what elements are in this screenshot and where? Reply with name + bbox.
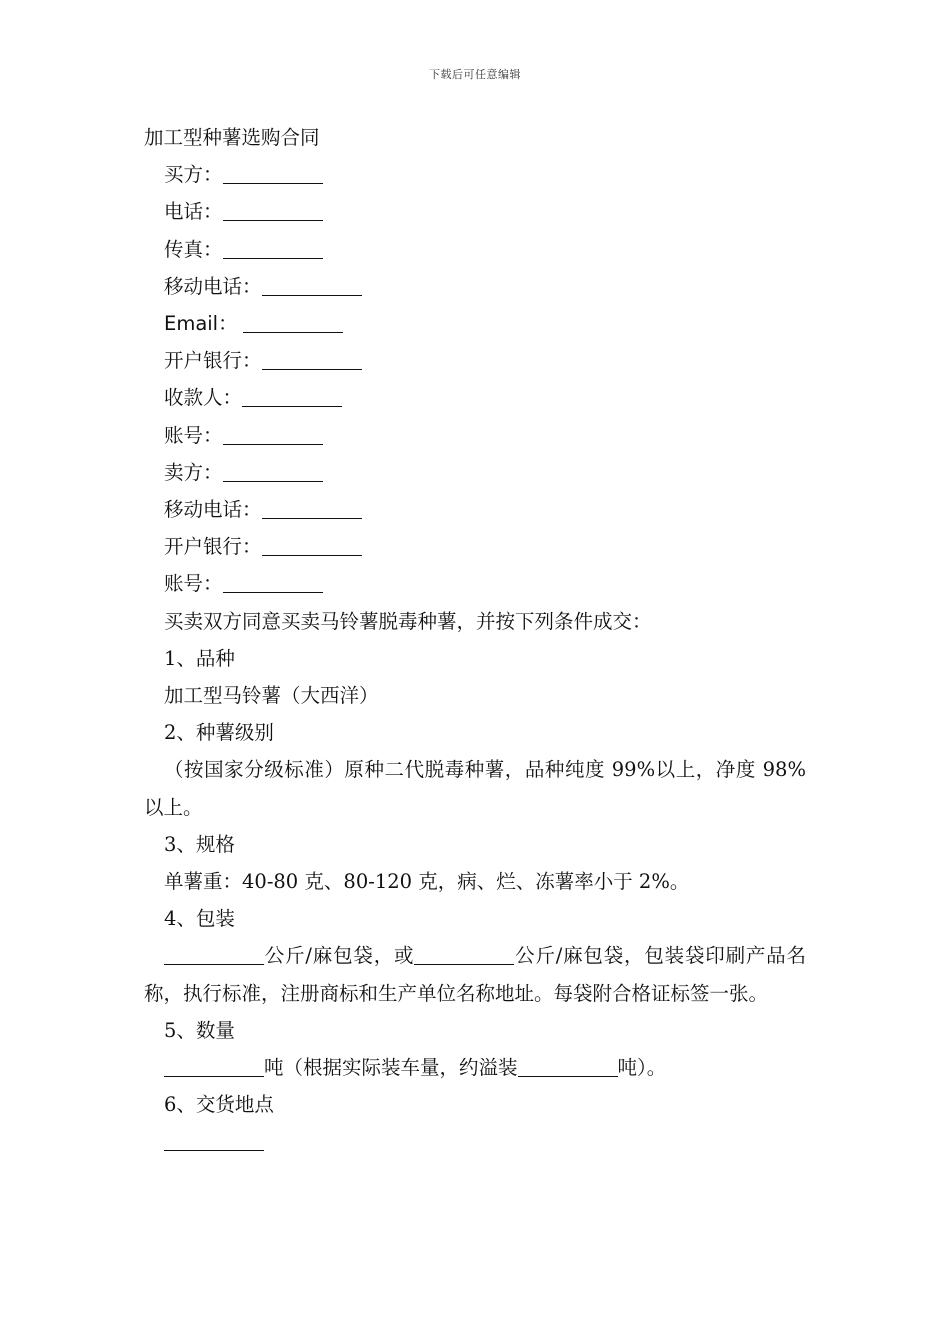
seller-bank-field bbox=[144, 528, 806, 565]
buyer-mobile-label: 移动电话： bbox=[164, 274, 262, 298]
buyer-email-field bbox=[144, 305, 806, 342]
seller-bank-label: 开户银行： bbox=[164, 535, 262, 559]
buyer-fax-blank bbox=[223, 257, 323, 259]
seller-mobile-blank bbox=[262, 517, 362, 519]
section-4-text-2: 公斤/麻包袋，包装袋印刷产品名称，执行标准，注册商标和生产单位名称地址。每袋附合格证标签一张。 bbox=[144, 944, 806, 1005]
seller-mobile-field bbox=[144, 491, 806, 528]
buyer-mobile-blank bbox=[262, 294, 362, 296]
buyer-fax-label: 传真： bbox=[164, 237, 223, 261]
buyer-phone-field bbox=[144, 193, 806, 230]
section-6-body bbox=[144, 1123, 806, 1160]
section-5-text-1: 吨（根据实际装车量，约溢装 bbox=[264, 1056, 518, 1080]
section-5-heading: 5、数量 bbox=[164, 1018, 235, 1042]
seller-blank bbox=[223, 480, 323, 482]
contract-document bbox=[144, 119, 806, 1161]
section-1-heading: 1、品种 bbox=[164, 646, 235, 670]
seller-account-label: 账号： bbox=[164, 572, 223, 596]
seller-account-blank bbox=[223, 591, 323, 593]
buyer-bank-blank bbox=[262, 368, 362, 370]
buyer-payee-label: 收款人： bbox=[164, 386, 243, 410]
buyer-mobile-field bbox=[144, 268, 806, 305]
buyer-email-blank bbox=[243, 331, 343, 333]
section-4-heading: 4、包装 bbox=[164, 907, 235, 931]
packaging-weight-blank-1 bbox=[164, 963, 264, 965]
section-4-body bbox=[144, 937, 806, 1011]
download-note: 下载后可任意编辑 bbox=[429, 68, 521, 81]
section-3-body: 单薯重：40-80 克、80-120 克，病、烂、冻薯率小于 2%。 bbox=[164, 870, 690, 894]
buyer-phone-blank bbox=[223, 219, 323, 221]
seller-account-field bbox=[144, 565, 806, 602]
buyer-account-blank bbox=[223, 443, 323, 445]
section-2-heading: 2、种薯级别 bbox=[164, 721, 274, 745]
buyer-bank-label: 开户银行： bbox=[164, 349, 262, 373]
buyer-account-label: 账号： bbox=[164, 423, 223, 447]
buyer-bank-field bbox=[144, 342, 806, 379]
section-1-body: 加工型马铃薯（大西洋） bbox=[164, 684, 379, 708]
seller-mobile-label: 移动电话： bbox=[164, 498, 262, 522]
buyer-payee-blank bbox=[242, 405, 342, 407]
buyer-field bbox=[144, 156, 806, 193]
contract-title: 加工型种薯选购合同 bbox=[144, 126, 320, 149]
quantity-blank bbox=[164, 1075, 264, 1077]
buyer-payee-field bbox=[144, 379, 806, 416]
agreement-statement: 买卖双方同意买卖马铃薯脱毒种薯，并按下列条件成交： bbox=[164, 609, 652, 633]
buyer-blank bbox=[223, 182, 323, 184]
overfill-blank bbox=[518, 1075, 618, 1077]
section-3-heading: 3、规格 bbox=[164, 832, 235, 856]
delivery-location-blank bbox=[164, 1149, 264, 1151]
seller-field bbox=[144, 454, 806, 491]
buyer-label: 买方： bbox=[164, 163, 223, 187]
section-5-body bbox=[144, 1049, 806, 1086]
buyer-email-label: Email： bbox=[164, 312, 238, 336]
packaging-weight-blank-2 bbox=[414, 963, 514, 965]
seller-bank-blank bbox=[262, 554, 362, 556]
section-2-body: （按国家分级标准）原种二代脱毒种薯，品种纯度 99%以上，净度 98%以上。 bbox=[144, 758, 806, 819]
section-4-text-1: 公斤/麻包袋，或 bbox=[264, 944, 415, 968]
buyer-phone-label: 电话： bbox=[164, 200, 223, 224]
seller-label: 卖方： bbox=[164, 460, 223, 484]
section-5-text-2: 吨）。 bbox=[617, 1056, 667, 1080]
section-6-heading: 6、交货地点 bbox=[164, 1093, 274, 1117]
buyer-account-field bbox=[144, 417, 806, 454]
buyer-fax-field bbox=[144, 231, 806, 268]
